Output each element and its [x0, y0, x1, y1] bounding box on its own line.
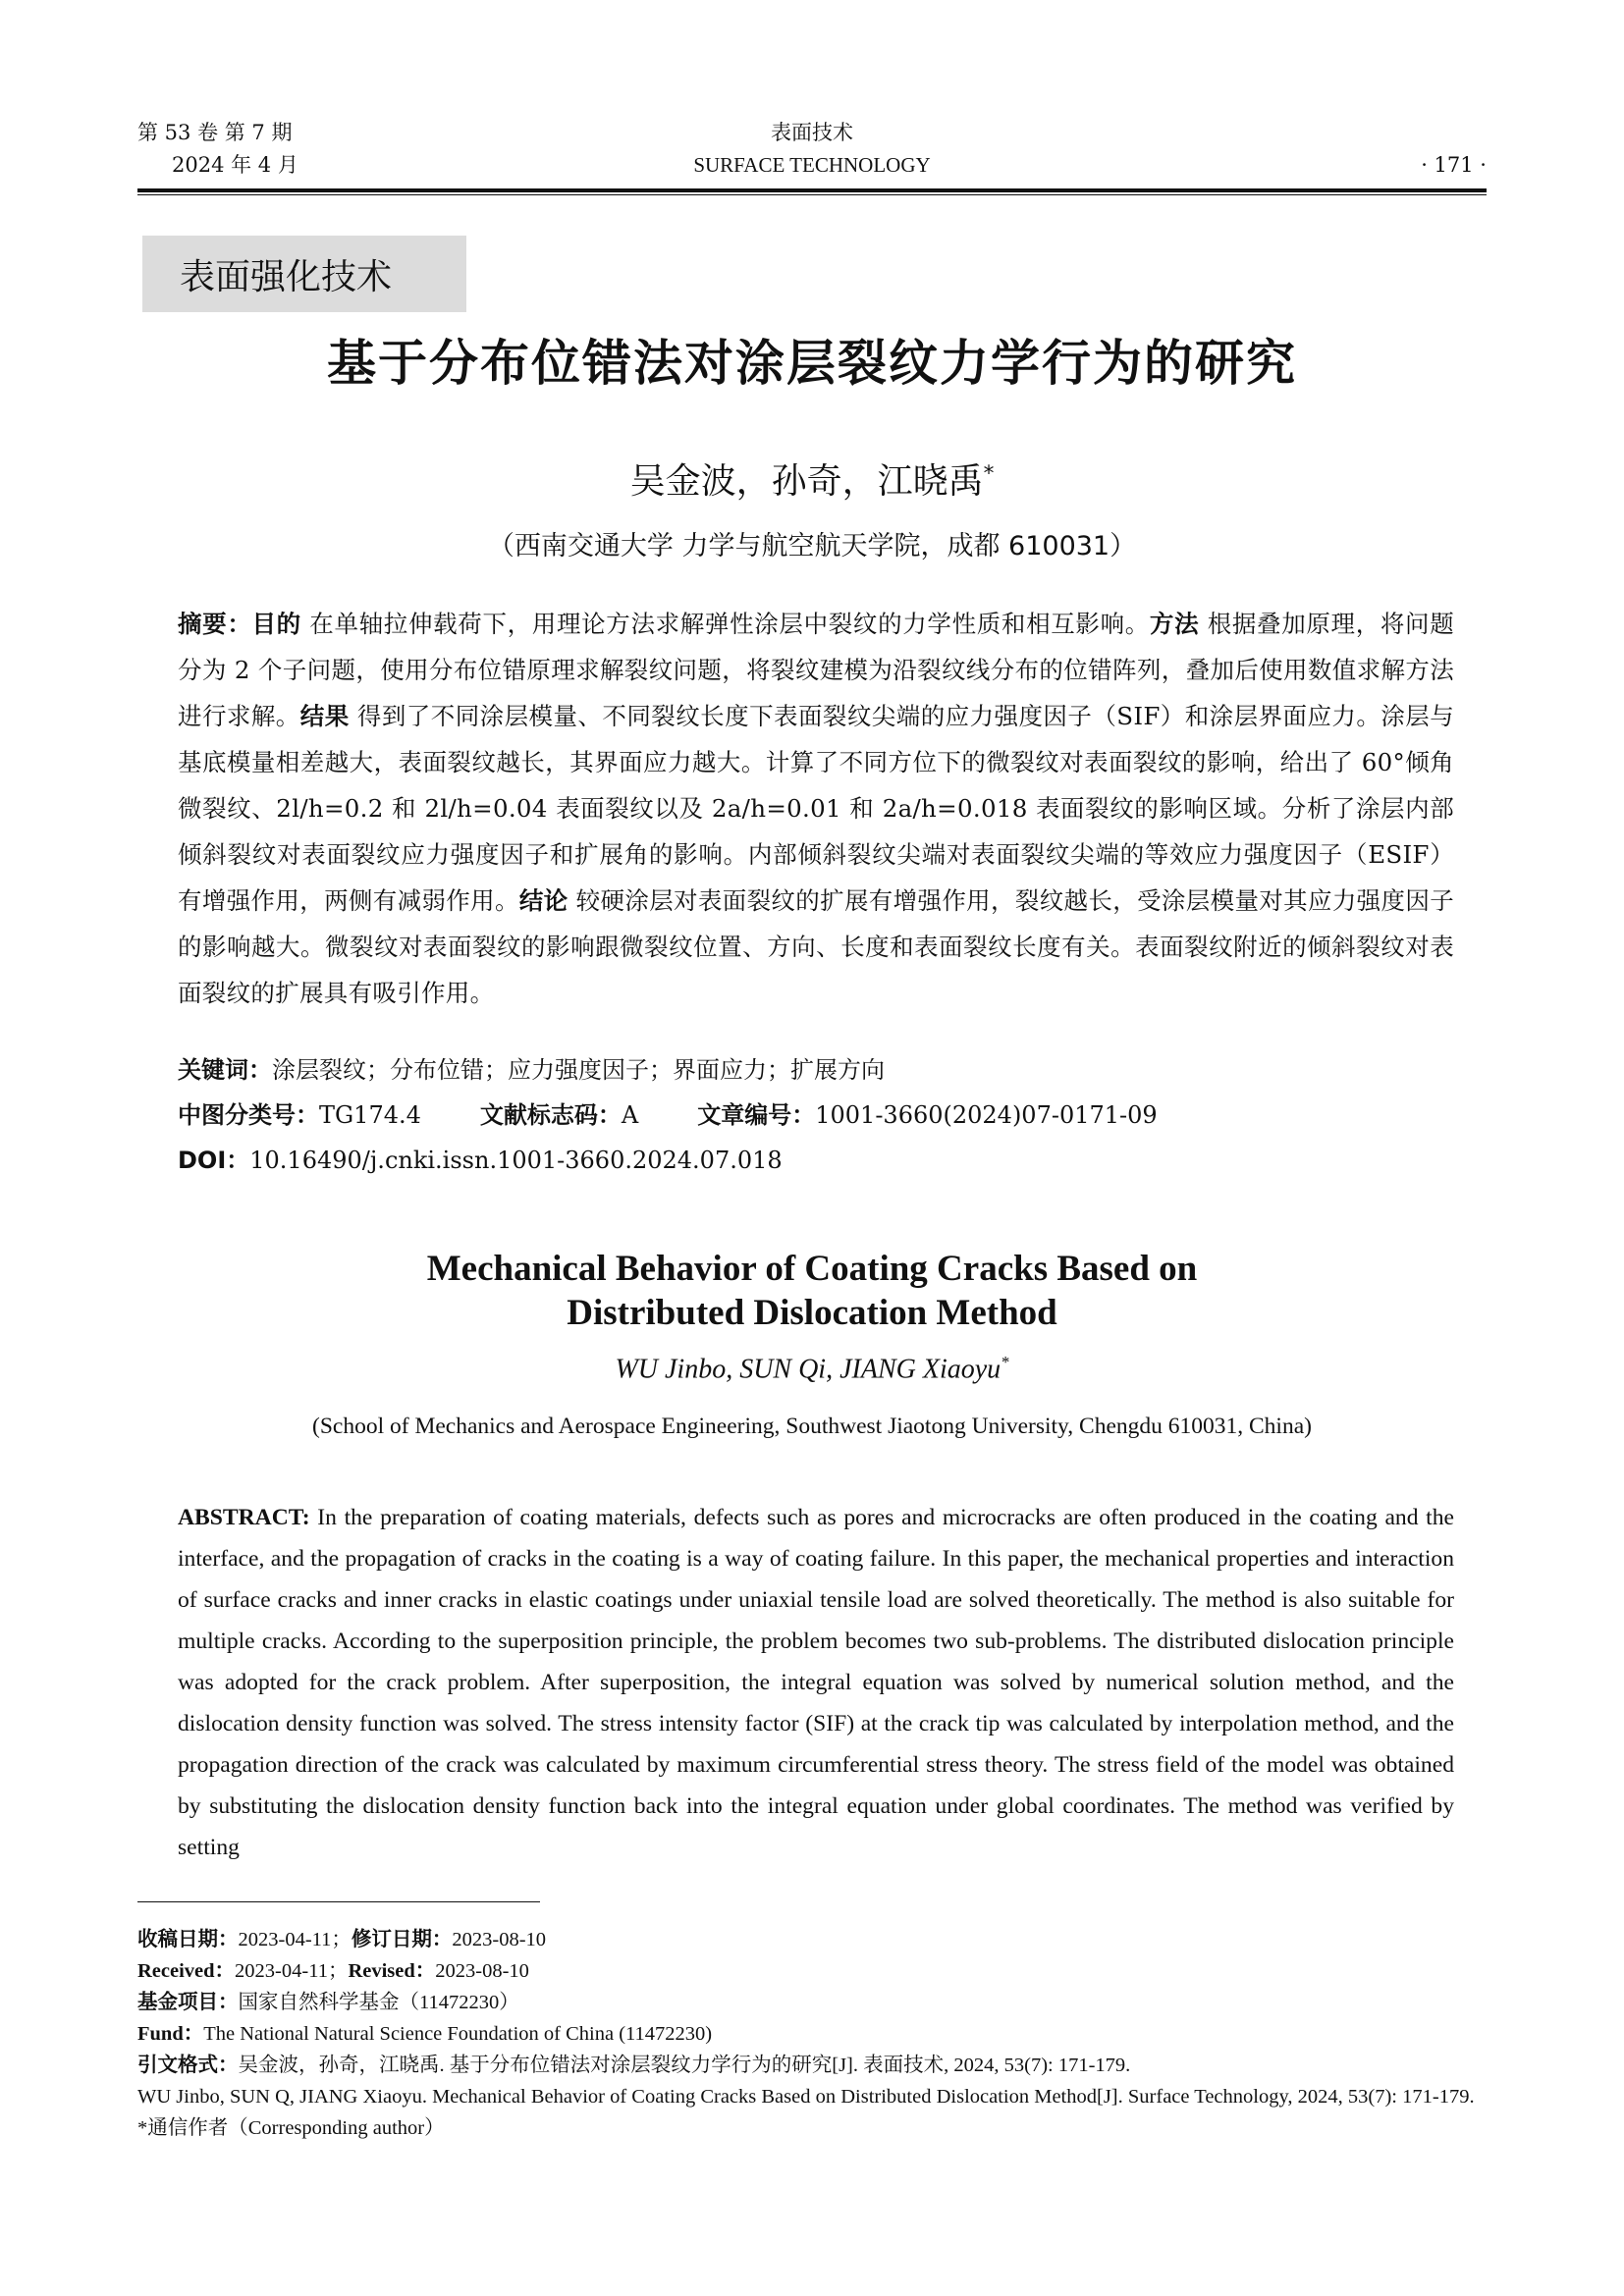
- abstract-en: [178, 1497, 1454, 1868]
- corresponding-author: *通信作者（Corresponding author）: [137, 2117, 445, 2139]
- section-label: 表面强化技术: [180, 257, 393, 297]
- paper-title-en: [0, 1247, 1624, 1335]
- doc-code-value: A: [621, 1101, 639, 1129]
- paper-title-cn: 基于分布位错法对涂层裂纹力学行为的研究: [327, 335, 1297, 392]
- article-no-label: 文章编号：: [697, 1101, 816, 1129]
- authors-cn: 吴金波，孙奇，江晓禹*: [629, 461, 995, 502]
- doi-label: DOI：: [178, 1147, 250, 1174]
- conclusion-label: 结论: [518, 886, 568, 915]
- article-no-value: 1001-3660(2024)07-0171-09: [815, 1101, 1158, 1129]
- method-label: 方法: [1149, 610, 1200, 638]
- fund-en: Fund：The National Natural Science Foundation of China (11472230): [137, 2023, 713, 2045]
- received-en: Received：2023-04-11；Revised：2023-08-10: [137, 1960, 529, 1982]
- footnotes: [137, 1924, 1488, 2144]
- volume-issue: 第 53 卷 第 7 期: [137, 121, 293, 144]
- footnote-rule: [137, 1901, 540, 1902]
- clc-label: 中图分类号：: [178, 1101, 319, 1129]
- doi: [178, 1141, 783, 1180]
- abstract-en-label: ABSTRACT:: [178, 1505, 310, 1530]
- page-number: · 171 ·: [1421, 153, 1487, 177]
- purpose-text: 在单轴拉伸载荷下，用理论方法求解弹性涂层中裂纹的力学性质和相互影响。: [309, 610, 1150, 638]
- received-cn: 收稿日期：2023-04-11；修订日期：2023-08-10: [137, 1929, 547, 1950]
- journal-name-cn: 表面技术: [771, 121, 853, 144]
- corresponding-mark: *: [983, 461, 995, 486]
- paper-title-en-line1: Mechanical Behavior of Coating Cracks Based on: [426, 1249, 1198, 1289]
- section-label-box: [142, 236, 466, 312]
- citation-en: WU Jinbo, SUN Q, JIANG Xiaoyu. Mechanical Behavior of Coating Cracks Based on Distributed Dislocation Method[J]. Surface Technology, 2024, 53(7): 171-179.: [137, 2086, 1475, 2108]
- result-label: 结果: [299, 702, 350, 730]
- abstract-cn-label: 摘要：: [178, 610, 252, 638]
- fund-cn: 基金项目：国家自然科学基金（11472230）: [137, 1992, 519, 2013]
- affiliation-cn: （西南交通大学 力学与航空航天学院，成都 610031）: [487, 531, 1137, 561]
- header-rule-thin: [137, 194, 1487, 195]
- publication-date: 2024 年 4 月: [172, 153, 298, 177]
- abstract-cn: [178, 601, 1454, 1016]
- abstract-en-text: In the preparation of coating materials, defects such as pores and microcracks are often produced in the coating and the interface, and the propagation of cracks in the coating is a way of coating failure. In this paper, the mechanical properties and interaction of surface cracks and inner cracks in elastic coatings under uniaxial tensile load are solved theoretically. The method is also suitable for multiple cracks. According to the superposition principle, the problem becomes two sub-problems. The distributed dislocation principle was adopted for the crack problem. After superposition, the integral equation was solved by numerical solution method, and the dislocation density function was solved. The stress intensity factor (SIF) at the crack tip was calculated by interpolation method, and the propagation direction of the crack was calculated by maximum circumferential stress theory. The stress field of the model was obtained by substituting the dislocation density function back into the integral equation under global coordinates. The method was verified by setting: [178, 1505, 1454, 1860]
- authors-en: WU Jinbo, SUN Qi, JIANG Xiaoyu*: [615, 1353, 1009, 1385]
- doi-value: 10.16490/j.cnki.issn.1001-3660.2024.07.018: [249, 1147, 783, 1174]
- classification: [178, 1095, 1158, 1135]
- keywords-value: 涂层裂纹；分布位错；应力强度因子；界面应力；扩展方向: [272, 1056, 885, 1084]
- affiliation-en: (School of Mechanics and Aerospace Engineering, Southwest Jiaotong University, Chengdu 610031, China): [312, 1414, 1312, 1439]
- paper-title-en-line2: Distributed Dislocation Method: [567, 1293, 1057, 1333]
- purpose-label: 目的: [251, 610, 301, 638]
- journal-name-en: SURFACE TECHNOLOGY: [693, 153, 931, 177]
- corresponding-mark-en: *: [1001, 1353, 1009, 1371]
- conclusion-text: 较硬涂层对表面裂纹的扩展有增强作用，裂纹越长，受涂层模量对其应力强度因子的影响越大。微裂纹对表面裂纹的影响跟微裂纹位置、方向、长度和表面裂纹长度有关。表面裂纹附近的倾斜裂纹对表面裂纹的扩展具有吸引作用。: [178, 886, 1455, 1007]
- header-rule: [137, 188, 1487, 192]
- doc-code-label: 文献标志码：: [479, 1101, 622, 1129]
- keywords: [178, 1050, 885, 1090]
- result-text: 得到了不同涂层模量、不同裂纹长度下表面裂纹尖端的应力强度因子（SIF）和涂层界面应力。涂层与基底模量相差越大，表面裂纹越长，其界面应力越大。计算了不同方位下的微裂纹对表面裂纹的影响，给出了 60°倾角微裂纹、2l/h=0.2 和 2l/h=0.04 表面裂纹以及 2a/h=0.01 和 2a/h=0.018 表面裂纹的影响区域。分析了涂层内部倾斜裂纹对表面裂纹应力强度因子和扩展角的影响。内部倾斜裂纹尖端对表面裂纹尖端的等效应力强度因子（ESIF）有增强作用，两侧有减弱作用。: [178, 702, 1455, 915]
- clc-value: TG174.4: [319, 1101, 421, 1129]
- keywords-label: 关键词：: [178, 1056, 272, 1084]
- method-text: 根据叠加原理，将问题分为 2 个子问题，使用分布位错原理求解裂纹问题，将裂纹建模为沿裂纹线分布的位错阵列，叠加后使用数值求解方法进行求解。: [178, 610, 1454, 730]
- citation-cn: 引文格式：吴金波，孙奇，江晓禹. 基于分布位错法对涂层裂纹力学行为的研究[J]. 表面技术, 2024, 53(7): 171-179.: [137, 2055, 1131, 2076]
